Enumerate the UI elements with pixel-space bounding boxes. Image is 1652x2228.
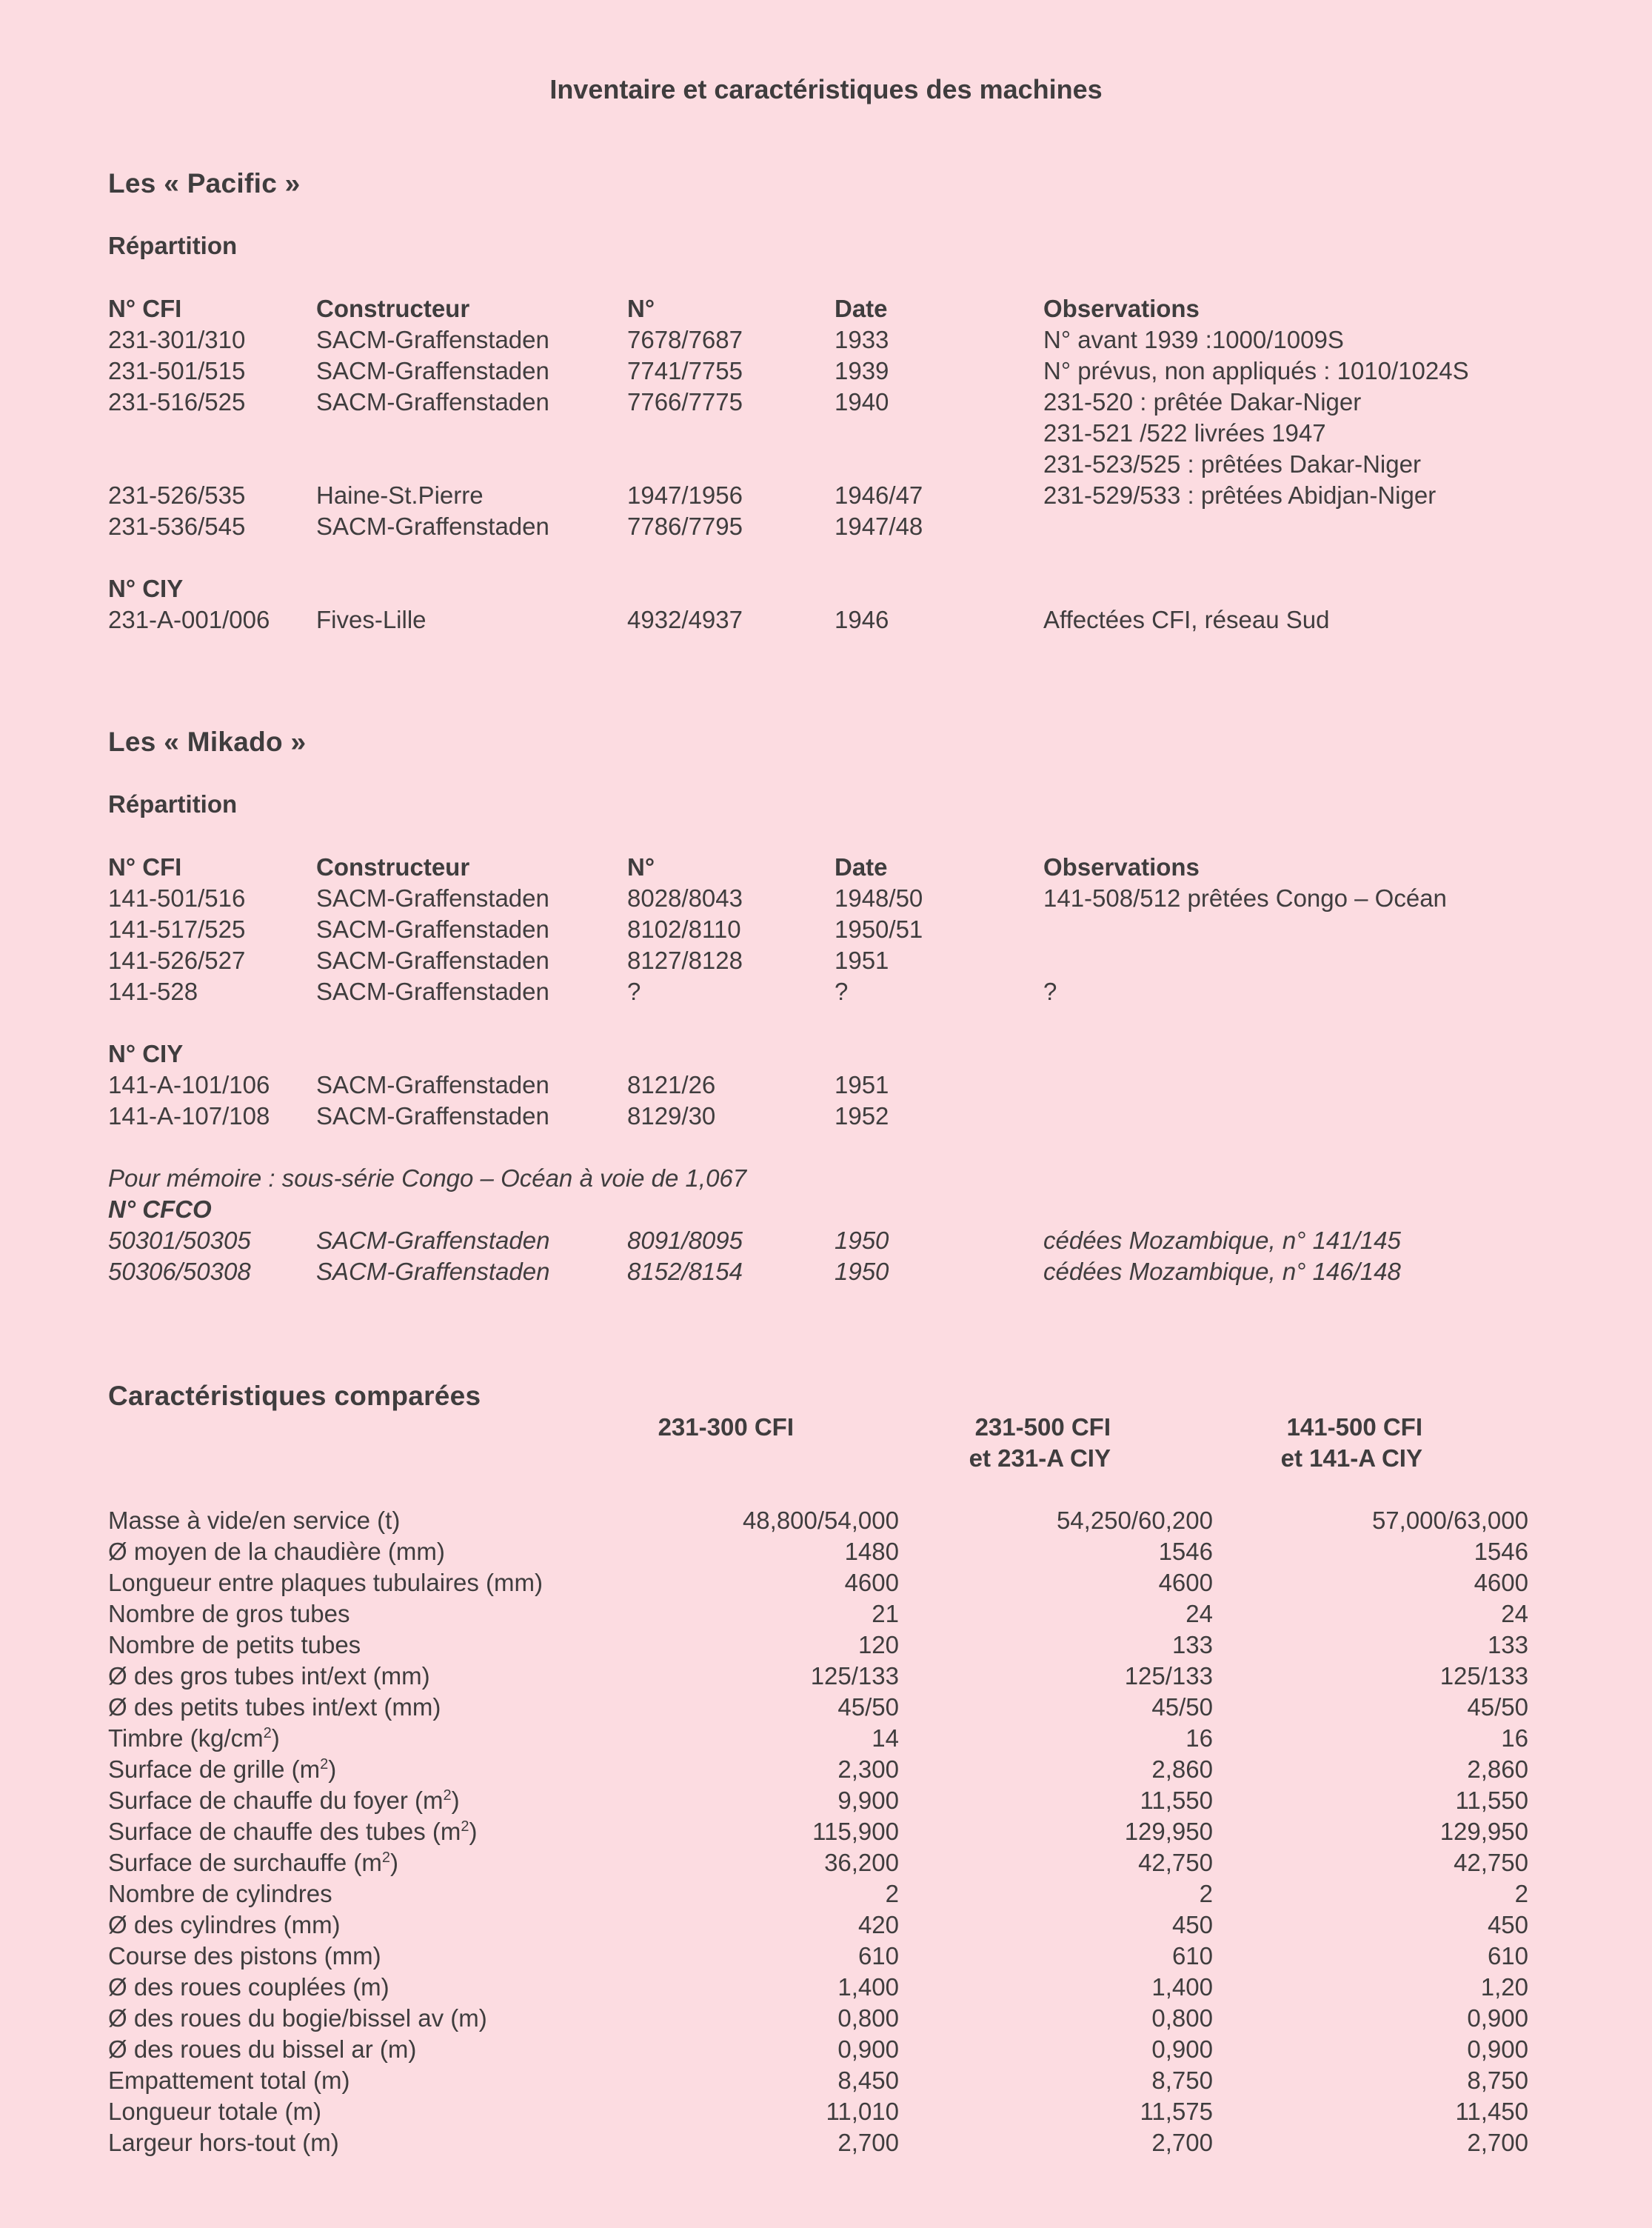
table-cell: SACM-Graffenstaden [316, 513, 549, 540]
table-cell: Date [835, 853, 888, 881]
table-cell: SACM-Graffenstaden [316, 978, 549, 1005]
comparison-row [108, 1972, 1528, 2003]
table-cell: ? [835, 978, 849, 1005]
superscript: 2 [443, 1787, 452, 1804]
comparison-row [108, 2096, 1528, 2127]
comparison-value: 120 [857, 1631, 899, 1658]
comparison-row [108, 1598, 1528, 1630]
comparison-value: 0,900 [837, 2035, 899, 2063]
table-cell: N° [627, 295, 655, 322]
comparison-label-suffix: ) [271, 1724, 280, 1752]
comparison-row [108, 1505, 1528, 1536]
comparison-row [108, 1723, 1528, 1754]
comparison-label-text: Course des pistons (mm) [108, 1942, 381, 1969]
comparison-value: 16 [1501, 1724, 1528, 1752]
table-cell: N° [627, 853, 655, 881]
comparison-value: 125/133 [1124, 1662, 1213, 1690]
subheading-pacific-repartition: Répartition [108, 232, 238, 259]
comparison-label-text: Timbre (kg/cm [108, 1724, 264, 1752]
table-cell: Date [835, 295, 888, 322]
comparison-value: 0,900 [1151, 2035, 1213, 2063]
table-cell: 231-529/533 : prêtées Abidjan-Niger [1043, 481, 1437, 509]
comparison-value: 133 [1487, 1631, 1528, 1658]
table-cell: 231-521 /522 livrées 1947 [1043, 419, 1326, 447]
column-header-231-300 [658, 1412, 794, 1443]
comparison-value: 2,700 [837, 2129, 899, 2156]
comparison-value: 420 [857, 1911, 899, 1938]
table-cell: 1946 [835, 606, 889, 633]
comparison-value: 1,20 [1480, 1973, 1528, 2001]
table-cell: 1950 [835, 1227, 889, 1254]
table-cell: 50306/50308 [108, 1258, 251, 1285]
comparison-label-text: Surface de grille (m [108, 1755, 321, 1783]
comparison-label-text: Surface de surchauffe (m [108, 1849, 382, 1876]
comparison-label [108, 1630, 361, 1661]
table-cell: SACM-Graffenstaden [316, 1102, 549, 1130]
superscript: 2 [461, 1818, 469, 1835]
comparison-label-text: Longueur entre plaques tubulaires (mm) [108, 1569, 543, 1596]
table-cell: 231-301/310 [108, 326, 246, 353]
comparison-value: 11,575 [1140, 2098, 1213, 2125]
comparison-value: 2 [1199, 1880, 1213, 1907]
table-cell: 141-526/527 [108, 947, 246, 974]
comparison-label-suffix: ) [390, 1849, 399, 1876]
comparison-value: 610 [1171, 1942, 1213, 1969]
comparison-label-text: Ø des roues du bissel ar (m) [108, 2035, 417, 2063]
comparison-label [108, 2034, 416, 2065]
comparison-value: 129,950 [1124, 1818, 1213, 1845]
comparison-value: 11,550 [1140, 1787, 1213, 1814]
table-cell: SACM-Graffenstaden [316, 357, 549, 384]
comparison-label-text: Longueur totale (m) [108, 2098, 321, 2125]
table-cell: 50301/50305 [108, 1227, 251, 1254]
comparison-value: 1546 [1474, 1538, 1528, 1565]
comparison-label-text: Ø des petits tubes int/ext (mm) [108, 1693, 441, 1721]
comparison-value: 125/133 [810, 1662, 899, 1690]
comparison-label-text: Ø moyen de la chaudière (mm) [108, 1538, 445, 1565]
comparison-row [108, 1785, 1528, 1816]
comparison-row [108, 1754, 1528, 1785]
table-cell: 7741/7755 [627, 357, 743, 384]
table-cell: 231-A-001/006 [108, 606, 270, 633]
comparison-value: 14 [872, 1724, 899, 1752]
superscript: 2 [381, 1850, 391, 1866]
comparison-value: 450 [1487, 1911, 1528, 1938]
table-cell: 141-517/525 [108, 915, 246, 943]
comparison-value: 42,750 [1454, 1849, 1528, 1876]
table-cell: SACM-Graffenstaden [316, 1227, 550, 1254]
table-cell: 1951 [835, 947, 889, 974]
comparison-label-suffix: ) [451, 1787, 460, 1814]
table-cell: Observations [1043, 853, 1200, 881]
comparison-value: 24 [1186, 1600, 1213, 1627]
comparison-value: 4600 [1158, 1569, 1213, 1596]
table-cell: 1948/50 [835, 884, 923, 912]
comparison-label-text: Ø des roues couplées (m) [108, 1973, 389, 2001]
table-cell: 8102/8110 [627, 915, 741, 943]
table-cell: 1940 [835, 388, 889, 416]
comparison-label-text: Largeur hors-tout (m) [108, 2129, 339, 2156]
comparison-label [108, 2096, 321, 2127]
section-heading-mikado: Les « Mikado » [108, 727, 307, 757]
table-cell: SACM-Graffenstaden [316, 388, 549, 416]
table-cell: Constructeur [316, 295, 470, 322]
comparison-value: 45/50 [1467, 1693, 1528, 1721]
comparison-value: 24 [1501, 1600, 1528, 1627]
comparison-row [108, 1847, 1528, 1878]
ciy-label: N° CIY [108, 1040, 184, 1067]
comparison-row [108, 1941, 1528, 1972]
table-cell: 1952 [835, 1102, 889, 1130]
table-cell: 231-526/535 [108, 481, 246, 509]
comparison-label [108, 1567, 543, 1598]
table-cell: 8127/8128 [627, 947, 743, 974]
comparison-value: 54,250/60,200 [1056, 1507, 1213, 1534]
table-cell: N° CFI [108, 295, 182, 322]
comparison-row [108, 1878, 1528, 1910]
table-cell: ? [627, 978, 641, 1005]
comparison-label-text: Empattement total (m) [108, 2067, 350, 2094]
comparison-value: 115,900 [812, 1818, 899, 1845]
comparison-value: 2,860 [1467, 1755, 1528, 1783]
table-cell: SACM-Graffenstaden [316, 947, 549, 974]
table-cell: 1950/51 [835, 915, 923, 943]
column-header-231-500 [969, 1412, 1111, 1474]
table-cell: 8129/30 [627, 1102, 716, 1130]
table-cell: cédées Mozambique, n° 146/148 [1043, 1258, 1401, 1285]
table-cell: 141-501/516 [108, 884, 246, 912]
comparison-label [108, 1505, 400, 1536]
table-cell: 8121/26 [627, 1071, 716, 1098]
comparison-value: 610 [1487, 1942, 1528, 1969]
table-cell: ? [1043, 978, 1057, 1005]
comparison-label-text: Ø des roues du bogie/bissel av (m) [108, 2004, 487, 2032]
comparison-row [108, 1816, 1528, 1847]
comparison-label [108, 1816, 477, 1847]
comparison-value: 125/133 [1439, 1662, 1528, 1690]
comparison-value: 11,010 [826, 2098, 899, 2125]
comparison-row [108, 2003, 1528, 2034]
comparison-label-text: Ø des cylindres (mm) [108, 1911, 341, 1938]
comparison-value: 1546 [1158, 1538, 1213, 1565]
table-cell: 1947/48 [835, 513, 923, 540]
comparison-value: 1,400 [1151, 1973, 1213, 2001]
table-cell: cédées Mozambique, n° 141/145 [1043, 1227, 1401, 1254]
table-cell: SACM-Graffenstaden [316, 915, 549, 943]
comparison-label [108, 1754, 336, 1785]
comparison-row [108, 1661, 1528, 1692]
comparison-label [108, 1972, 389, 2003]
comparison-label [108, 1878, 332, 1910]
table-cell: 231-501/515 [108, 357, 246, 384]
table-cell: SACM-Graffenstaden [316, 1258, 550, 1285]
table-cell: 141-A-107/108 [108, 1102, 270, 1130]
table-cell: N° CFI [108, 853, 182, 881]
section-heading-pacific: Les « Pacific » [108, 168, 301, 199]
table-cell: 231-516/525 [108, 388, 246, 416]
comparison-value: 45/50 [1151, 1693, 1213, 1721]
comparison-label [108, 1692, 441, 1723]
table-cell: Fives-Lille [316, 606, 427, 633]
table-cell: 7766/7775 [627, 388, 743, 416]
comparison-row [108, 1910, 1528, 1941]
comparison-label [108, 2003, 487, 2034]
table-cell: 1947/1956 [627, 481, 743, 509]
comparison-value: 133 [1171, 1631, 1213, 1658]
comparison-label [108, 1910, 341, 1941]
table-cell: 7678/7687 [627, 326, 743, 353]
superscript: 2 [263, 1725, 272, 1741]
table-cell: 231-520 : prêtée Dakar-Niger [1043, 388, 1362, 416]
comparison-value: 2 [1514, 1880, 1528, 1907]
comparison-value: 8,450 [837, 2067, 899, 2094]
comparison-value: 610 [857, 1942, 899, 1969]
table-cell: 141-508/512 prêtées Congo – Océan [1043, 884, 1447, 912]
comparison-label-text: Nombre de gros tubes [108, 1600, 350, 1627]
comparison-value: 8,750 [1151, 2067, 1213, 2094]
comparison-row [108, 1630, 1528, 1661]
comparison-value: 0,900 [1467, 2035, 1528, 2063]
comparison-label [108, 2065, 350, 2096]
comparison-value: 9,900 [837, 1787, 899, 1814]
comparison-value: 450 [1171, 1911, 1213, 1938]
comparison-row [108, 1567, 1528, 1598]
comparison-label [108, 2127, 339, 2158]
comparison-label [108, 1536, 445, 1567]
comparison-value: 42,750 [1138, 1849, 1213, 1876]
table-cell: 1950 [835, 1258, 889, 1285]
column-header-line: 231-300 CFI [658, 1413, 794, 1441]
table-cell: Affectées CFI, réseau Sud [1043, 606, 1330, 633]
memo-text: Pour mémoire : sous-série Congo – Océan à voie de 1,067 [108, 1164, 747, 1192]
comparison-label [108, 1661, 430, 1692]
comparison-label [108, 1598, 350, 1630]
table-cell: N° prévus, non appliqués : 1010/1024S [1043, 357, 1469, 384]
table-cell: N° avant 1939 :1000/1009S [1043, 326, 1344, 353]
table-cell: 231-536/545 [108, 513, 246, 540]
comparison-label-suffix: ) [469, 1818, 478, 1845]
table-cell: 231-523/525 : prêtées Dakar-Niger [1043, 450, 1421, 478]
table-cell: Observations [1043, 295, 1200, 322]
comparison-value: 16 [1186, 1724, 1213, 1752]
column-header-line: 231-500 CFI [974, 1413, 1111, 1441]
table-cell: 7786/7795 [627, 513, 743, 540]
table-cell: Constructeur [316, 853, 470, 881]
comparison-value: 4600 [844, 1569, 899, 1596]
comparison-value: 2,700 [1151, 2129, 1213, 2156]
comparison-label-text: Ø des gros tubes int/ext (mm) [108, 1662, 430, 1690]
comparison-value: 1,400 [837, 1973, 899, 2001]
comparison-label [108, 1941, 381, 1972]
comparison-value: 4600 [1474, 1569, 1528, 1596]
comparison-row [108, 2127, 1528, 2158]
subheading-mikado-repartition: Répartition [108, 790, 238, 818]
table-cell: 8091/8095 [627, 1227, 743, 1254]
cfco-label: N° CFCO [108, 1195, 212, 1223]
table-cell: 1951 [835, 1071, 889, 1098]
table-cell: 1939 [835, 357, 889, 384]
comparison-value: 0,900 [1467, 2004, 1528, 2032]
table-cell: 4932/4937 [627, 606, 743, 633]
table-cell: SACM-Graffenstaden [316, 1071, 549, 1098]
table-cell: 1933 [835, 326, 889, 353]
comparison-value: 11,450 [1455, 2098, 1528, 2125]
comparison-value: 2,700 [1467, 2129, 1528, 2156]
table-cell: 8028/8043 [627, 884, 743, 912]
comparison-label [108, 1723, 280, 1754]
comparison-value: 129,950 [1439, 1818, 1528, 1845]
comparison-row [108, 1536, 1528, 1567]
comparison-row [108, 1692, 1528, 1723]
column-header-141-500 [1281, 1412, 1422, 1474]
comparison-label [108, 1785, 460, 1816]
table-cell: 141-A-101/106 [108, 1071, 270, 1098]
column-header-line: et 141-A CIY [1280, 1444, 1422, 1472]
comparison-value: 2 [885, 1880, 899, 1907]
comparison-label-suffix: ) [328, 1755, 337, 1783]
superscript: 2 [320, 1756, 329, 1772]
page-title: Inventaire et caractéristiques des machines [549, 74, 1103, 104]
section-heading-comparison: Caractéristiques comparées [108, 1381, 481, 1411]
column-header-line: 141-500 CFI [1286, 1413, 1422, 1441]
comparison-value: 57,000/63,000 [1371, 1507, 1528, 1534]
table-cell: SACM-Graffenstaden [316, 884, 549, 912]
comparison-row [108, 2034, 1528, 2065]
comparison-table [108, 1505, 1528, 2158]
table-cell: 8152/8154 [627, 1258, 743, 1285]
comparison-label-text: Masse à vide/en service (t) [108, 1507, 401, 1534]
ciy-label: N° CIY [108, 575, 184, 602]
comparison-value: 1480 [844, 1538, 899, 1565]
table-cell: 141-528 [108, 978, 198, 1005]
table-cell: SACM-Graffenstaden [316, 326, 549, 353]
comparison-value: 2,860 [1151, 1755, 1213, 1783]
comparison-value: 48,800/54,000 [742, 1507, 899, 1534]
comparison-value: 36,200 [824, 1849, 899, 1876]
comparison-value: 2,300 [837, 1755, 899, 1783]
comparison-label-text: Nombre de cylindres [108, 1880, 332, 1907]
comparison-label-text: Surface de chauffe des tubes (m [108, 1818, 461, 1845]
comparison-value: 11,550 [1455, 1787, 1528, 1814]
comparison-value: 8,750 [1467, 2067, 1528, 2094]
comparison-value: 0,800 [1151, 2004, 1213, 2032]
comparison-value: 21 [872, 1600, 899, 1627]
comparison-label [108, 1847, 398, 1878]
comparison-label-text: Nombre de petits tubes [108, 1631, 361, 1658]
column-header-line: et 231-A CIY [969, 1444, 1111, 1472]
comparison-row [108, 2065, 1528, 2096]
comparison-value: 0,800 [837, 2004, 899, 2032]
comparison-value: 45/50 [837, 1693, 899, 1721]
table-cell: 1946/47 [835, 481, 923, 509]
comparison-label-text: Surface de chauffe du foyer (m [108, 1787, 444, 1814]
table-cell: Haine-St.Pierre [316, 481, 484, 509]
